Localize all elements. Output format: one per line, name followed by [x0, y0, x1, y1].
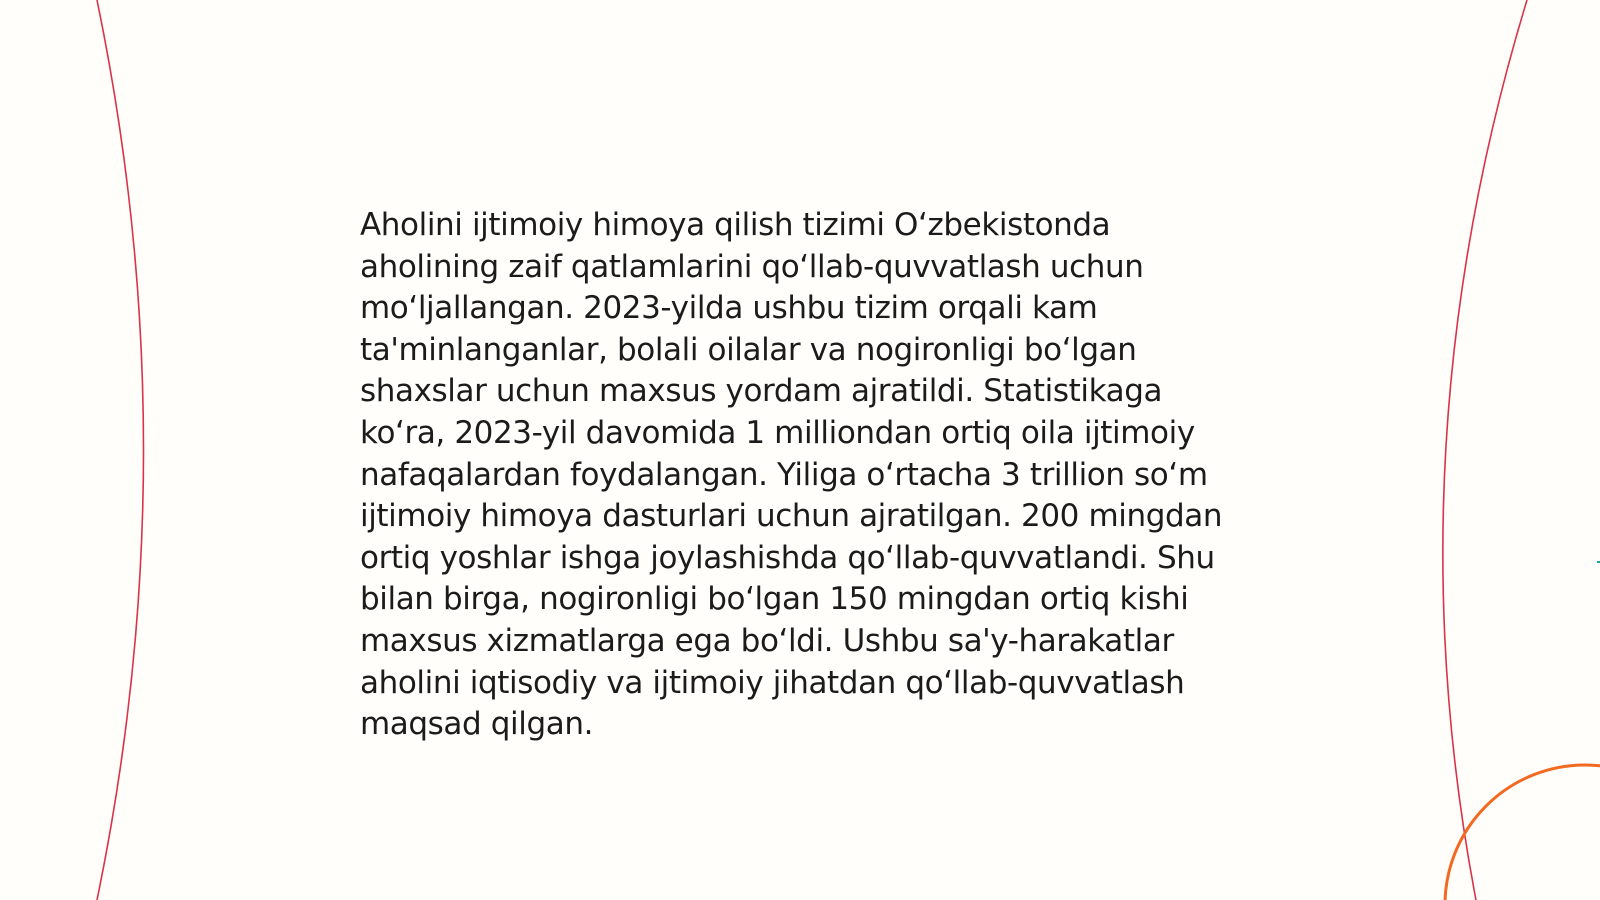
right-arc-line: [1443, 0, 1527, 900]
body-paragraph: Aholini ijtimoiy himoya qilish tizimi O‘zbekistonda aholining zaif qatlamlarini qo‘llab-quvvatlash uchun mo‘ljallangan. 2023-yilda ushbu tizim orqali kam ta'minlanganlar, bolali oilalar va nogironligi bo‘lgan shaxslar uchun maxsus yordam ajratildi. Statistikaga ko‘ra, 2023-yil davomida 1 milliondan ortiq oila ijtimoiy nafaqalardan foydalangan. Yiliga o‘rtacha 3 trillion so‘m ijtimoiy himoya dasturlari uchun ajratilgan. 200 mingdan ortiq yoshlar ishga joylashishda qo‘llab-quvvatlandi. Shu bilan birga, nogironligi bo‘lgan 150 mingdan ortiq kishi maxsus xizmatlarga ega bo‘ldi. Ushbu sa'y-harakatlar aholini iqtisodiy va ijtimoiy jihatdan qo‘llab-quvvatlash maqsad qilgan.: [360, 207, 1223, 743]
left-arc-line: [97, 0, 144, 900]
orange-ring: [1445, 765, 1600, 900]
